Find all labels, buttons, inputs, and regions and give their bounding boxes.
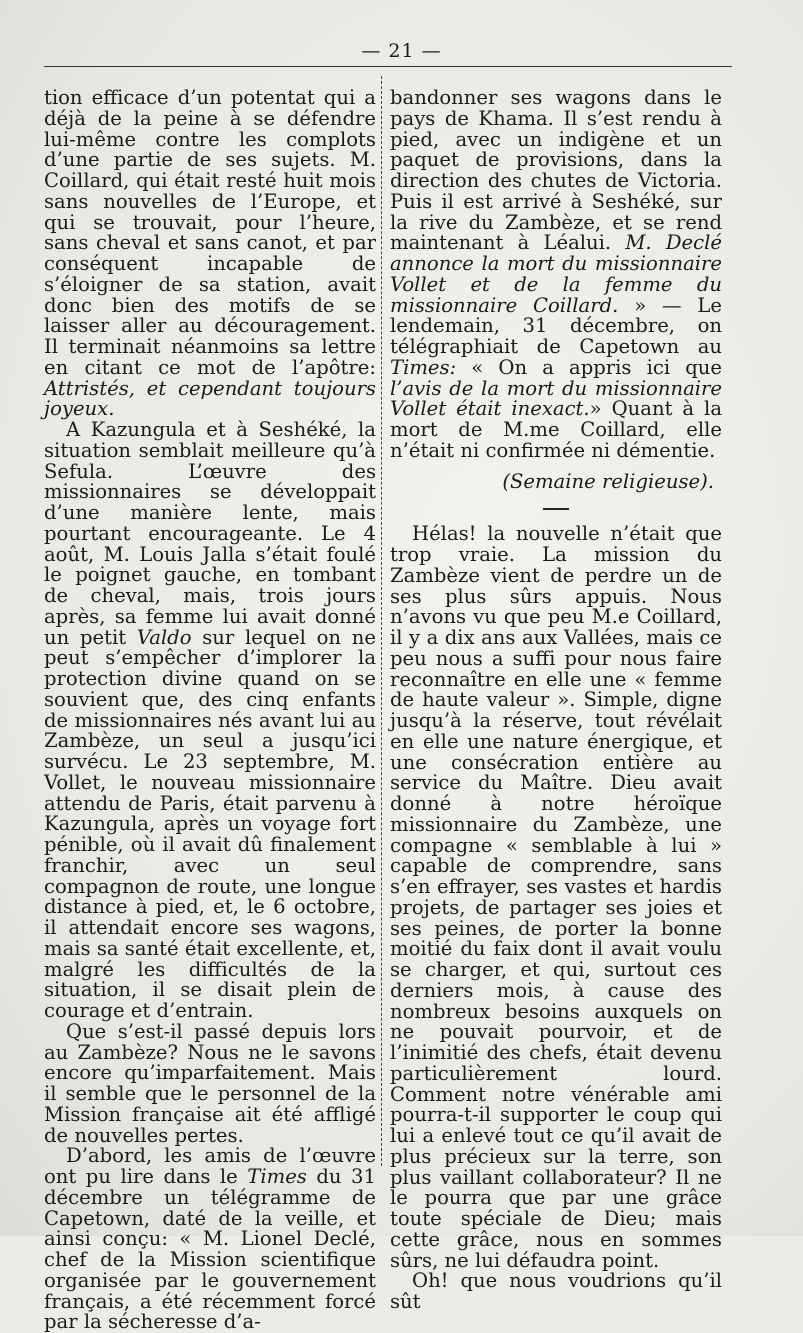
column-divider <box>381 76 382 1166</box>
italic-title: Times: <box>390 355 457 379</box>
paragraph: Hélas! la nouvelle n’était que trop vraie. La mission du Zambèze vient de perdre un de ses plus sûrs appuis. Nous n’avons vu que peu M.e Coillard, il y a dix ans aux Vallées, mais ce peu nous a suffi pour nous faire reconnaître en elle une « femme de haute valeur ». Simple, digne jusqu’à la réserve, tout révélait en elle une nature énergique, et une consécration entière au service du Maître. Dieu avait donné à notre héroïque missionnaire du Zambèze, une compagne « semblable à lui » capable de comprendre, sans s’en effrayer, ses vastes et hardis projets, de partager ses joies et ses peines, de porter la bonne moitié du faix dont il avait voulu se charger, et qui, surtout ces derniers mois, à cause des nombreux besoins auxquels on ne pouvait pourvoir, et de l’inimitié des chefs, était devenu particulièrement lourd. Comment notre vénérable ami pourra-t-il supporter le coup qui lui a enlevé tout ce qu’il avait de plus précieux sur la terre, son plus vaillant collaborateur? Il ne le pourra que par une grâce toute spéciale de Dieu; mais cette grâce, nous en sommes sûrs, ne lui défaudra point. <box>390 522 722 1272</box>
paragraph: Que s’est-il passé depuis lors au Zambèze? Nous ne le savons encore qu’imparfaitement. Mais il semble que le personnel de la Mission française ait été affligé de nouvelles pertes. <box>44 1019 376 1147</box>
section-separator <box>543 508 569 510</box>
text-run: tion efficace d’un potentat qui a déjà de la peine à se défendre lui-même contre les complots d’une partie de ses sujets. M. Coillard, qui était resté huit mois sans nouvelles de l’Europe, et qui se trouvait, pour l’heure, sans cheval et sans canot, et par conséquent incapable de s’éloigner de sa station, avait donc bien des motifs de se laisser aller au découragement. Il terminait néanmoins sa lettre en citant ce mot de l’apôtre: <box>44 86 376 379</box>
text-run: D’abord, les amis de l’œuvre ont pu lire dans le <box>44 1144 376 1188</box>
source-attribution: (Semaine religieuse). <box>502 469 714 493</box>
paragraph <box>44 1146 376 1333</box>
paragraph <box>44 420 376 1022</box>
header-rule <box>44 66 732 67</box>
text-run: sur lequel on ne peut s’empêcher d’implorer la protection divine quand on se souvient que, des cinq enfants de missionnaires nés avant lui au Zambèze, un seul a jusqu’ici survécu. Le 23 septembre, M. Vollet, le nouveau missionnaire attendu de Paris, était parvenu à Kazungula, après un voyage fort pénible, où il avait dû finalement franchir, avec un seul compagnon de route, une longue distance à pied, et, le 6 octobre, il attendait encore ses wagons, mais sa santé était excellente, et, malgré les difficultés de la situation, il se disait plein de courage et d’entrain. <box>44 625 376 1022</box>
text-run: » — Le lendemain, 31 décembre, on télégraphiait de Capetown au <box>390 293 722 358</box>
text-run: A Kazungula et à Seshéké, la situation semblait meilleure qu’à Sefula. L’œuvre des missionnaires se développait d’une manière lente, mais pourtant encourageante. Le 4 août, M. Louis Jalla s’était foulé le poignet gauche, en tombant de cheval, mais, trois jours après, sa femme lui avait donné un petit <box>44 418 376 649</box>
text-run: « On a appris ici que <box>456 355 722 379</box>
italic-quote: Attristés, et cependant toujours joyeux. <box>44 376 376 421</box>
paragraph <box>390 88 722 462</box>
paragraph: Oh! que nous voudrions qu’il sût <box>390 1269 722 1313</box>
italic-title: Times <box>247 1165 307 1188</box>
text-run: du 31 décembre un télégramme de Capetown, daté de la veille, et ainsi conçu: « M. Lionel Declé, chef de la Mission scientifique organisée par le gouvernement français, a été récemment forcé par la sécheresse d’a- <box>44 1165 376 1333</box>
paragraph <box>44 88 376 420</box>
italic-quote: M. Declé annonce la mort du missionnaire Vollet et de la femme du missionnaire Coillard. <box>390 231 722 317</box>
text-run: » Quant à la mort de M.me Coillard, elle n’était ni confirmée ni démentie. <box>390 397 723 462</box>
left-column <box>44 88 376 1333</box>
page-number: — 21 — <box>361 40 442 62</box>
italic-quote: l’avis de la mort du missionnaire Vollet était inexact. <box>390 376 722 421</box>
italic-name: Valdo <box>136 625 192 649</box>
right-column <box>390 88 722 1313</box>
text-run: bandonner ses wagons dans le pays de Khama. Il s’est rendu à pied, avec un indigène et un paquet de provisions, dans la direction des chutes de Victoria. Puis il est arrivé à Seshéké, sur la rive du Zambèze, et se rend maintenant à Léalui. <box>390 86 722 255</box>
